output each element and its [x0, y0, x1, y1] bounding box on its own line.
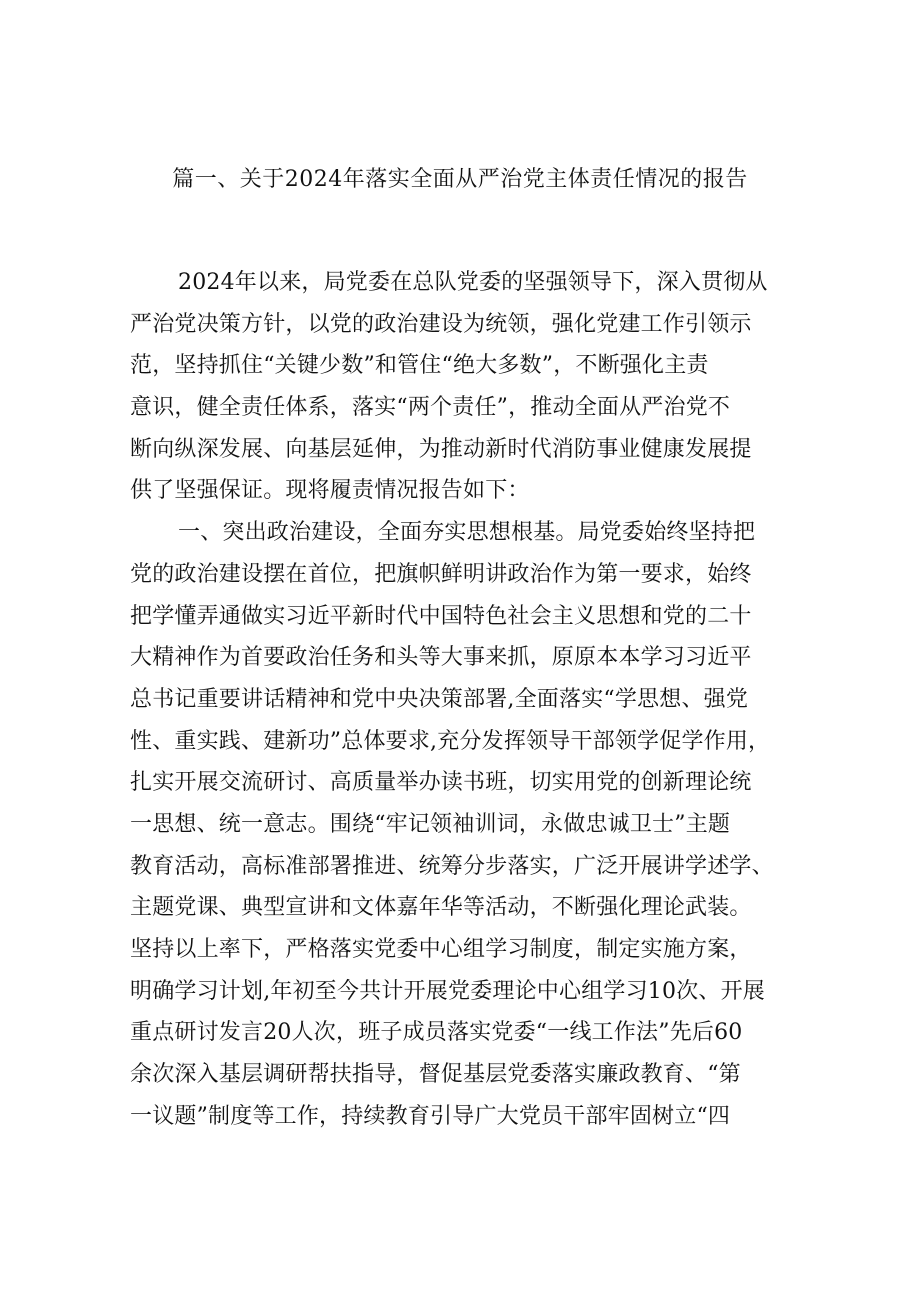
paragraph-line: 教育活动，高标准部署推进、统筹分步落实，广泛开展讲学述学、 [130, 853, 774, 879]
paragraph-line: 扎实开展交流研讨、高质量举办读书班，切实用党的创新理论统 [130, 770, 752, 796]
document-title: 篇一、关于2024年落实全面从严治党主体责任情况的报告 [172, 167, 748, 192]
paragraph-line: 党的政治建设摆在首位，把旗帜鲜明讲政治作为第一要求，始终 [130, 561, 752, 587]
paragraph-line: 一思想、统一意志。围绕“牢记领袖训词，永做忠诚卫士”主题 [130, 811, 731, 837]
paragraph-line: 一议题”制度等工作，持续教育引导广大党员干部牢固树立“四 [130, 1103, 731, 1129]
paragraph-line: 一、突出政治建设，全面夯实思想根基。局党委始终坚持把 [178, 520, 756, 546]
paragraph-line: 大精神作为首要政治任务和头等大事来抓，原原本本学习习近平 [130, 645, 752, 671]
paragraph-line: 性、重实践、建新功”总体要求,充分发挥领导干部领学促学作用， [130, 728, 771, 754]
document-body [130, 262, 810, 1137]
paragraph-line: 范，坚持抓住“关键少数”和管住“绝大多数”，不断强化主责 [130, 353, 709, 379]
paragraph-line: 主题党课、典型宣讲和文体嘉年华等活动，不断强化理论武装。 [130, 895, 752, 921]
paragraph-line: 余次深入基层调研帮扶指导，督促基层党委落实廉政教育、“第 [130, 1062, 741, 1088]
paragraph-line: 重点研讨发言20人次，班子成员落实党委“一线工作法”先后60 [130, 1020, 743, 1046]
paragraph-line: 断向纵深发展、向基层延伸，为推动新时代消防事业健康发展提 [130, 436, 752, 462]
paragraph-line: 意识，健全责任体系，落实“两个责任”，推动全面从严治党不 [130, 395, 731, 421]
paragraph-line: 严治党决策方针，以党的政治建设为统领，强化党建工作引领示 [130, 311, 752, 337]
paragraph-line: 把学懂弄通做实习近平新时代中国特色社会主义思想和党的二十 [130, 603, 752, 629]
paragraph-line: 2024年以来，局党委在总队党委的坚强领导下，深入贯彻从 [178, 270, 768, 295]
paragraph-line: 总书记重要讲话精神和党中央决策部署,全面落实“学思想、强党 [130, 686, 749, 712]
paragraph-line: 坚持以上率下，严格落实党委中心组学习制度，制定实施方案， [130, 937, 752, 962]
paragraph-line: 明确学习计划,年初至今共计开展党委理论中心组学习10次、开展 [130, 978, 765, 1004]
paragraph-line: 供了坚强保证。现将履责情况报告如下： [130, 478, 530, 504]
